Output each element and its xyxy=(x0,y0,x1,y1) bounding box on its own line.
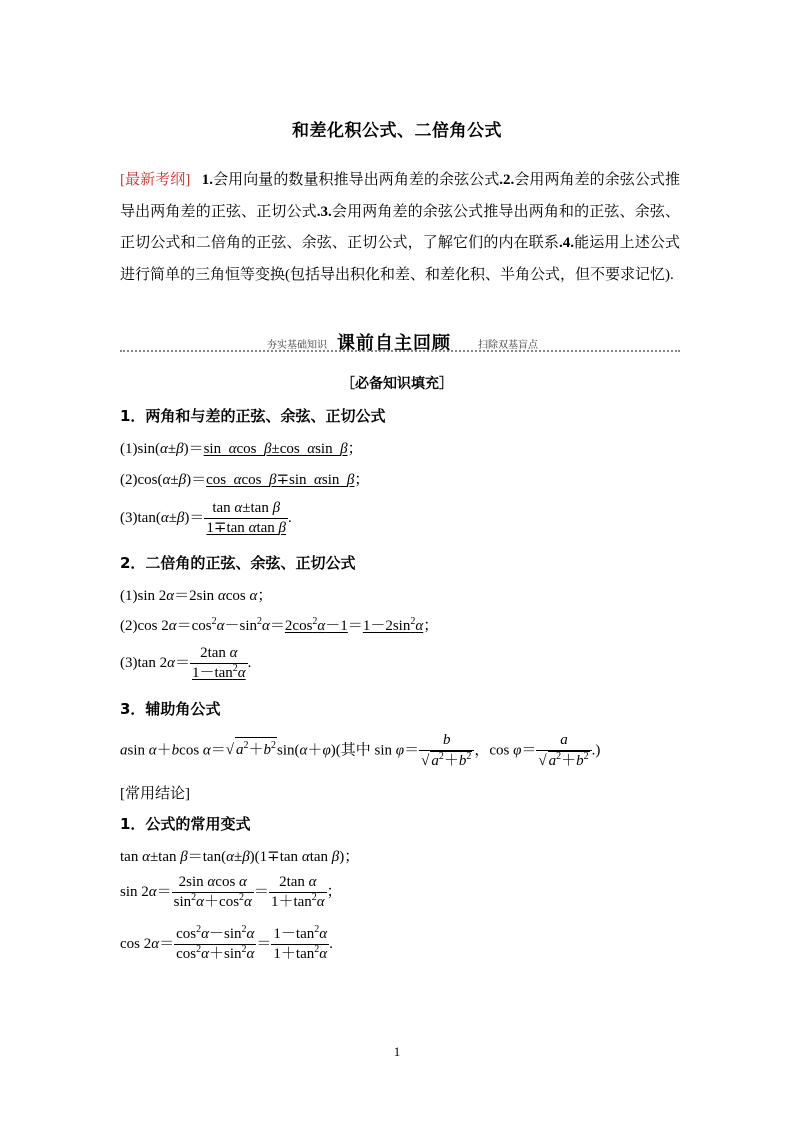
item-3-num: .3. xyxy=(316,203,332,220)
item-4-num: .4. xyxy=(559,235,575,251)
banner-left: 夯实基础知识 xyxy=(267,340,327,351)
formula-sin-sum: (1)sin(α±β)＝sin αcos β±cos αsin β； xyxy=(120,441,363,457)
section-heading-1: 1．两角和与差的正弦、余弦、正切公式 xyxy=(120,407,386,425)
common-conclusions-label: [常用结论] xyxy=(120,786,190,802)
item-2-text: 会用两角差的余弦公式推导出两角差的正弦、正切公式 xyxy=(120,172,680,220)
sub-heading-1: 1．公式的常用变式 xyxy=(120,815,251,833)
formula-cos-double: (2)cos $2\alpha=\cos^2\alpha-\sin^2\alpha=2\cos^2\alpha-1=1-2\sin^2\alpha$； xyxy=(120,616,439,634)
page-number: 1 xyxy=(393,1044,401,1059)
formula-auxiliary-angle: asin α＋bcos α＝√ $a^2+b^2\sin(\alpha+\varphi)$(其中 sin φ＝ $\frac{b}{√ a^2+b^2}$ ，cos φ＝ $\frac{a}{√ a^2+b^2}$ .) xyxy=(120,732,601,769)
fraction: $\frac{a}{√ a^2+b^2}$ xyxy=(536,731,591,771)
intro-paragraph xyxy=(120,165,680,291)
banner-divider xyxy=(120,350,680,352)
section-banner xyxy=(120,329,680,354)
formula-tan-double: (3)tan 2α＝ $\frac{\text{2tan α}}{1-\tan^2\alpha}$ . xyxy=(120,645,252,681)
fraction: $\frac{b}{√ a^2+b^2}$ xyxy=(419,731,474,771)
formula-sin-variant: sin 2α＝ $\frac{\text{2sin αcos α}}{\sin^2\alpha+\cos^2\alpha}$ ＝ $\frac{\text{2tan α}}{1+\tan^2\alpha}$ ； xyxy=(120,874,342,910)
page-title: 和差化积公式、二倍角公式 xyxy=(292,121,502,141)
fraction: $\frac{\text{tan α±tan β}}{\text{1∓tan αtan β}}$ xyxy=(206,500,286,536)
formula-cos-variant: cos 2α＝ $\frac{\cos^2\alpha-\sin^2\alpha}{\cos^2\alpha+\sin^2\alpha}$ ＝ $\frac{1-\tan^2\alpha}{1+\tan^2\alpha}$ . xyxy=(120,924,333,962)
fraction: $\frac{1-\tan^2\alpha}{1+\tan^2\alpha}$ xyxy=(273,924,328,962)
formula-sin-double: (1)sin 2α＝2sin αcos α； xyxy=(120,588,273,604)
fraction: $\frac{\text{2sin αcos α}}{\sin^2\alpha+\cos^2\alpha}$ xyxy=(173,874,252,910)
banner-right: 扫除双基盲点 xyxy=(478,340,538,351)
fraction: $\frac{\text{2tan α}}{1-\tan^2\alpha}$ xyxy=(191,645,246,681)
item-4-text: 能运用上述公式进行简单的三角恒等变换(包括导出积化和差、和差化积、半角公式，但不要求记忆). xyxy=(120,235,680,283)
item-1-text: 会用向量的数量积推导出两角差的余弦公式 xyxy=(213,172,500,188)
section-heading-2: 2．二倍角的正弦、余弦、正切公式 xyxy=(120,554,356,572)
item-3-text: 会用两角差的余弦公式推导出两角和的正弦、余弦、正切公式和二倍角的正弦、余弦、正切公式，了解它们的内在联系 xyxy=(120,203,680,251)
formula-tan-sum: (3)tan(α±β)＝ $\frac{\text{tan α±tan β}}{\text{1∓tan αtan β}}$ . xyxy=(120,500,292,536)
box-heading: ［必备知识填充］ xyxy=(341,376,453,392)
banner-title: 课前自主回顾 xyxy=(337,333,451,354)
formula-tan-variant: tan α±tan β＝tan(α±β)(1∓tan αtan β)； xyxy=(120,849,360,865)
fraction: $\frac{\text{2tan α}}{1+\tan^2\alpha}$ xyxy=(270,874,325,910)
section-heading-3: 3．辅助角公式 xyxy=(120,700,221,718)
formula-cos-sum: (2)cos(α±β)＝cos αcos β∓sin αsin β； xyxy=(120,472,370,488)
item-2-num: .2. xyxy=(499,172,515,188)
item-1-num: 1. xyxy=(201,172,214,188)
intro-tag: [最新考纲] xyxy=(120,172,191,188)
fraction: $\frac{\cos^2\alpha-\sin^2\alpha}{\cos^2\alpha+\sin^2\alpha}$ xyxy=(176,924,255,962)
